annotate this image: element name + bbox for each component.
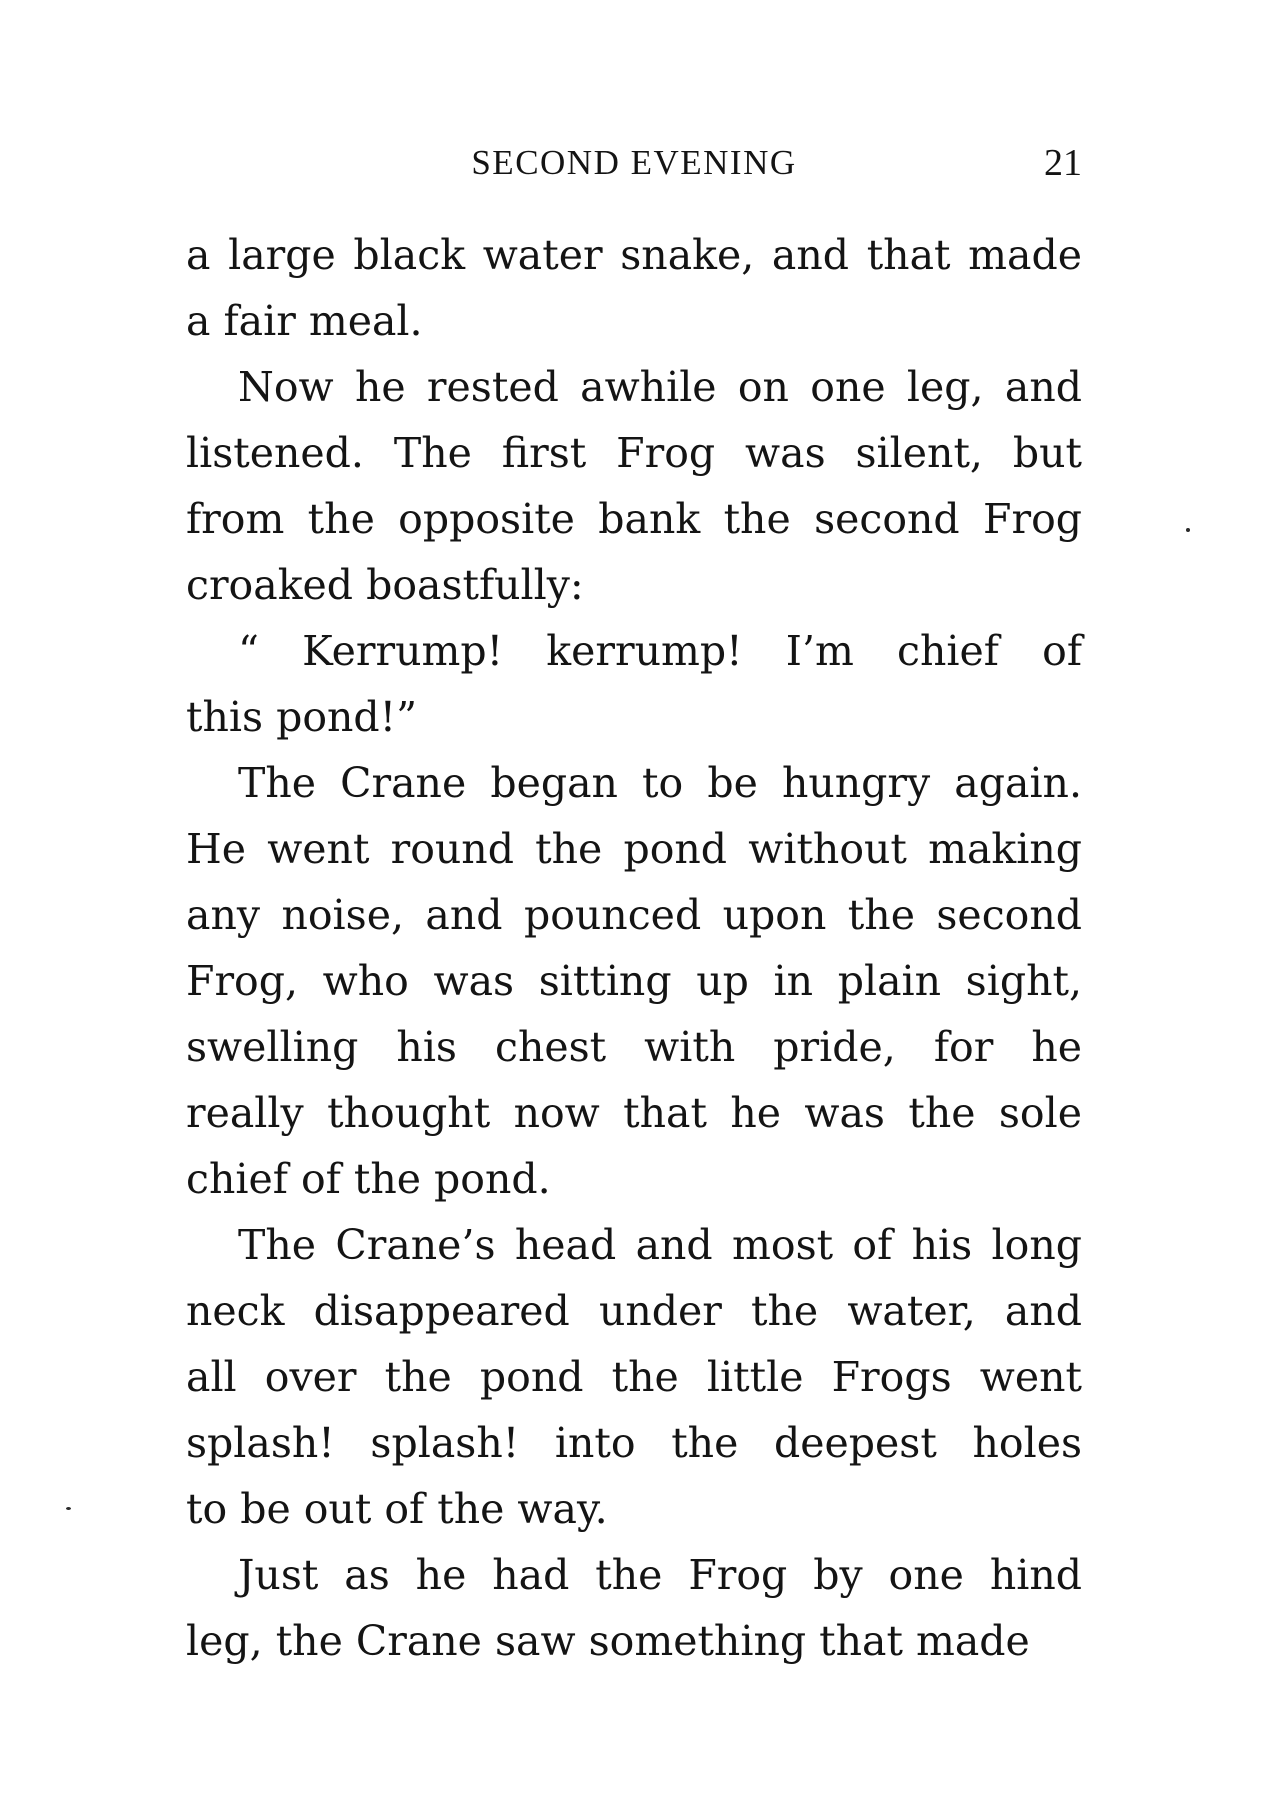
- text-line: neck disappeared under the water, and: [186, 1287, 1082, 1335]
- chapter-running-title: SECOND EVENING: [471, 143, 797, 182]
- paragraph: [186, 750, 1082, 1212]
- text-line: Just as he had the Frog by one hind: [238, 1551, 1082, 1599]
- text-line: chief of the pond.: [186, 1155, 551, 1203]
- text-line: from the opposite bank the second Frog: [186, 495, 1082, 543]
- text-line: swelling his chest with pride, for he: [186, 1023, 1082, 1071]
- text-line: Frog, who was sitting up in plain sight,: [186, 957, 1082, 1005]
- text-line: listened. The first Frog was silent, but: [186, 429, 1082, 477]
- text-line: really thought now that he was the sole: [186, 1089, 1082, 1137]
- body-text: [186, 222, 1082, 1674]
- text-line: any noise, and pounced upon the second: [186, 891, 1082, 939]
- print-speck: [1186, 528, 1190, 532]
- paragraph: [186, 222, 1082, 354]
- print-speck: [66, 1507, 71, 1510]
- text-line: “ Kerrump! kerrump! I’m chief of: [238, 627, 1082, 675]
- paragraph: [186, 354, 1082, 618]
- text-line: Now he rested awhile on one leg, and: [238, 363, 1082, 411]
- text-line: to be out of the way.: [186, 1485, 608, 1533]
- text-line: splash! splash! into the deepest holes: [186, 1419, 1082, 1467]
- text-line: The Crane began to be hungry again.: [238, 759, 1082, 807]
- text-line: croaked boastfully:: [186, 561, 584, 609]
- paragraph: [186, 618, 1082, 750]
- text-line: a large black water snake, and that made: [186, 231, 1082, 279]
- text-line: all over the pond the little Frogs went: [186, 1353, 1082, 1401]
- paragraph: [186, 1542, 1082, 1674]
- running-head: [186, 138, 1082, 188]
- text-line: a fair meal.: [186, 297, 423, 345]
- text-line: leg, the Crane saw something that made: [186, 1617, 1030, 1665]
- page-number: 21: [1044, 142, 1082, 184]
- text-line: The Crane’s head and most of his long: [238, 1221, 1082, 1269]
- text-line: He went round the pond without making: [186, 825, 1082, 873]
- text-line: this pond!”: [186, 693, 418, 741]
- paragraph: [186, 1212, 1082, 1542]
